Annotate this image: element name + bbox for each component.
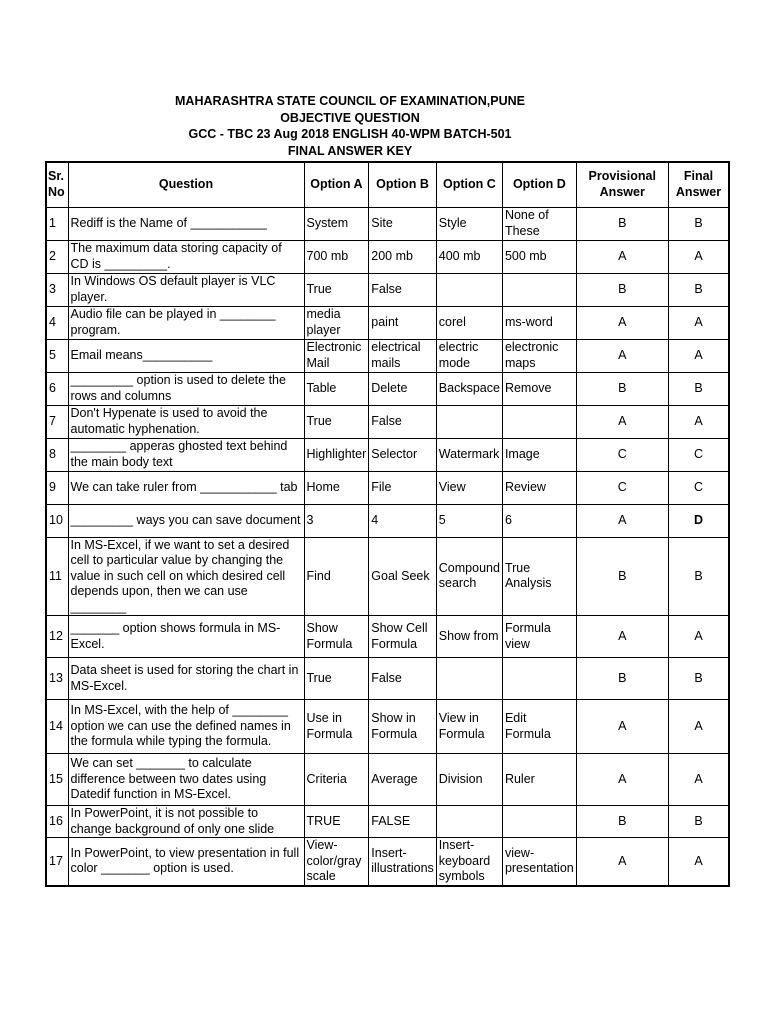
row-sr-no: 3 bbox=[46, 273, 68, 306]
row-sr-no: 1 bbox=[46, 207, 68, 240]
row-question: In MS-Excel, with the help of ________ option we can use the defined names in the formula while typing the formula. bbox=[68, 700, 304, 754]
row-option-b: Show in Formula bbox=[369, 700, 437, 754]
header-exam: GCC - TBC 23 Aug 2018 ENGLISH 40-WPM BATCH-501 bbox=[188, 127, 512, 141]
row-option-a: 3 bbox=[304, 504, 369, 537]
row-option-b: Insert-illustrations bbox=[369, 838, 437, 886]
row-sr-no: 17 bbox=[46, 838, 68, 886]
row-option-d: Ruler bbox=[502, 754, 576, 806]
row-provisional-answer: B bbox=[576, 537, 668, 616]
row-sr-no: 5 bbox=[46, 339, 68, 372]
row-option-c: Style bbox=[436, 207, 502, 240]
row-final-answer: A bbox=[668, 240, 729, 273]
row-final-answer: B bbox=[668, 372, 729, 405]
row-option-a: True bbox=[304, 273, 369, 306]
row-option-a: Use in Formula bbox=[304, 700, 369, 754]
table-row bbox=[46, 471, 729, 504]
row-provisional-answer: A bbox=[576, 504, 668, 537]
row-option-a: Home bbox=[304, 471, 369, 504]
table-row bbox=[46, 306, 729, 339]
table-row bbox=[46, 616, 729, 658]
row-final-answer: B bbox=[668, 658, 729, 700]
row-option-a: TRUE bbox=[304, 806, 369, 838]
row-option-d: Review bbox=[502, 471, 576, 504]
row-option-c bbox=[436, 806, 502, 838]
row-option-c: Division bbox=[436, 754, 502, 806]
row-option-a: Highlighter bbox=[304, 438, 369, 471]
row-final-answer: A bbox=[668, 838, 729, 886]
col-final-answer: Final Answer bbox=[668, 162, 729, 207]
row-final-answer: A bbox=[668, 754, 729, 806]
row-option-c: View bbox=[436, 471, 502, 504]
row-option-d: Edit Formula bbox=[502, 700, 576, 754]
row-option-d: ms-word bbox=[502, 306, 576, 339]
row-option-d bbox=[502, 273, 576, 306]
row-option-b: Site bbox=[369, 207, 437, 240]
row-option-b: False bbox=[369, 405, 437, 438]
table-row bbox=[46, 658, 729, 700]
row-sr-no: 16 bbox=[46, 806, 68, 838]
table-row bbox=[46, 806, 729, 838]
row-final-answer: C bbox=[668, 438, 729, 471]
row-provisional-answer: A bbox=[576, 240, 668, 273]
row-sr-no: 11 bbox=[46, 537, 68, 616]
row-option-a: True bbox=[304, 405, 369, 438]
row-option-d: Remove bbox=[502, 372, 576, 405]
row-provisional-answer: B bbox=[576, 806, 668, 838]
row-option-b: Show Cell Formula bbox=[369, 616, 437, 658]
table-row bbox=[46, 207, 729, 240]
row-provisional-answer: A bbox=[576, 616, 668, 658]
row-provisional-answer: C bbox=[576, 471, 668, 504]
row-option-b: Selector bbox=[369, 438, 437, 471]
row-option-d: view-presentation bbox=[502, 838, 576, 886]
row-option-a: Show Formula bbox=[304, 616, 369, 658]
row-provisional-answer: A bbox=[576, 306, 668, 339]
row-final-answer: A bbox=[668, 306, 729, 339]
row-option-a: Find bbox=[304, 537, 369, 616]
row-provisional-answer: C bbox=[576, 438, 668, 471]
row-sr-no: 14 bbox=[46, 700, 68, 754]
row-provisional-answer: A bbox=[576, 405, 668, 438]
header-objective: OBJECTIVE QUESTION bbox=[280, 110, 420, 125]
row-option-a: View-color/gray scale bbox=[304, 838, 369, 886]
row-final-answer: B bbox=[668, 806, 729, 838]
row-provisional-answer: B bbox=[576, 207, 668, 240]
row-sr-no: 15 bbox=[46, 754, 68, 806]
table-body bbox=[46, 207, 729, 886]
table-row bbox=[46, 405, 729, 438]
row-question: Data sheet is used for storing the chart in MS-Excel. bbox=[68, 658, 304, 700]
row-option-c: View in Formula bbox=[436, 700, 502, 754]
row-option-a: media player bbox=[304, 306, 369, 339]
row-option-a: System bbox=[304, 207, 369, 240]
col-sr-no: Sr. No bbox=[46, 162, 68, 207]
row-option-c bbox=[436, 405, 502, 438]
row-question: _______ option shows formula in MS-Excel. bbox=[68, 616, 304, 658]
row-option-b: FALSE bbox=[369, 806, 437, 838]
table-row bbox=[46, 273, 729, 306]
row-final-answer: A bbox=[668, 616, 729, 658]
table-row bbox=[46, 372, 729, 405]
row-option-c: Show from bbox=[436, 616, 502, 658]
row-provisional-answer: A bbox=[576, 754, 668, 806]
row-final-answer: B bbox=[668, 537, 729, 616]
row-option-d bbox=[502, 658, 576, 700]
row-option-d: Image bbox=[502, 438, 576, 471]
row-option-c: Backspace bbox=[436, 372, 502, 405]
row-option-c bbox=[436, 273, 502, 306]
row-option-b: Delete bbox=[369, 372, 437, 405]
col-question: Question bbox=[68, 162, 304, 207]
row-question: ________ apperas ghosted text behind the main body text bbox=[68, 438, 304, 471]
row-option-a: True bbox=[304, 658, 369, 700]
row-provisional-answer: B bbox=[576, 658, 668, 700]
col-option-c: Option C bbox=[436, 162, 502, 207]
table-row bbox=[46, 504, 729, 537]
row-provisional-answer: A bbox=[576, 339, 668, 372]
col-option-b: Option B bbox=[369, 162, 437, 207]
row-option-a: Electronic Mail bbox=[304, 339, 369, 372]
row-option-b: electrical mails bbox=[369, 339, 437, 372]
header-answer-key: FINAL ANSWER KEY bbox=[287, 143, 413, 158]
row-option-d: None of These bbox=[502, 207, 576, 240]
row-option-d: 6 bbox=[502, 504, 576, 537]
row-final-answer: C bbox=[668, 471, 729, 504]
row-option-b: Average bbox=[369, 754, 437, 806]
col-option-a: Option A bbox=[304, 162, 369, 207]
row-option-d: True Analysis bbox=[502, 537, 576, 616]
row-final-answer: A bbox=[668, 405, 729, 438]
row-option-c: corel bbox=[436, 306, 502, 339]
row-option-c: Compound search bbox=[436, 537, 502, 616]
row-option-a: 700 mb bbox=[304, 240, 369, 273]
row-question: In PowerPoint, to view presentation in full color _______ option is used. bbox=[68, 838, 304, 886]
row-option-d bbox=[502, 806, 576, 838]
row-question: The maximum data storing capacity of CD is _________. bbox=[68, 240, 304, 273]
row-question: In PowerPoint, it is not possible to change background of only one slide bbox=[68, 806, 304, 838]
row-sr-no: 7 bbox=[46, 405, 68, 438]
row-final-answer: B bbox=[668, 207, 729, 240]
table-row bbox=[46, 339, 729, 372]
table-row bbox=[46, 700, 729, 754]
table-row bbox=[46, 838, 729, 886]
row-option-a: Criteria bbox=[304, 754, 369, 806]
row-option-b: 4 bbox=[369, 504, 437, 537]
row-option-c: Watermark bbox=[436, 438, 502, 471]
col-provisional-answer: Provisional Answer bbox=[576, 162, 668, 207]
row-sr-no: 9 bbox=[46, 471, 68, 504]
row-option-b: Goal Seek bbox=[369, 537, 437, 616]
row-final-answer: D bbox=[668, 504, 729, 537]
row-option-d: electronic maps bbox=[502, 339, 576, 372]
row-sr-no: 12 bbox=[46, 616, 68, 658]
table-row bbox=[46, 537, 729, 616]
row-option-a: Table bbox=[304, 372, 369, 405]
row-question: _________ option is used to delete the rows and columns bbox=[68, 372, 304, 405]
row-sr-no: 6 bbox=[46, 372, 68, 405]
table-row bbox=[46, 240, 729, 273]
row-sr-no: 4 bbox=[46, 306, 68, 339]
row-option-c bbox=[436, 658, 502, 700]
row-option-d: Formula view bbox=[502, 616, 576, 658]
row-question: _________ ways you can save document bbox=[68, 504, 304, 537]
row-final-answer: A bbox=[668, 700, 729, 754]
row-provisional-answer: A bbox=[576, 700, 668, 754]
row-final-answer: B bbox=[668, 273, 729, 306]
row-provisional-answer: B bbox=[576, 273, 668, 306]
row-question: Rediff is the Name of ___________ bbox=[68, 207, 304, 240]
row-sr-no: 8 bbox=[46, 438, 68, 471]
row-question: We can take ruler from ___________ tab bbox=[68, 471, 304, 504]
row-option-b: False bbox=[369, 658, 437, 700]
row-option-c: 400 mb bbox=[436, 240, 502, 273]
answer-key-table bbox=[45, 161, 730, 887]
document-header bbox=[0, 93, 700, 159]
row-provisional-answer: A bbox=[576, 838, 668, 886]
row-provisional-answer: B bbox=[576, 372, 668, 405]
row-sr-no: 2 bbox=[46, 240, 68, 273]
row-option-b: False bbox=[369, 273, 437, 306]
row-option-c: 5 bbox=[436, 504, 502, 537]
row-option-b: 200 mb bbox=[369, 240, 437, 273]
row-question: Audio file can be played in ________ program. bbox=[68, 306, 304, 339]
header-council: MAHARASHTRA STATE COUNCIL OF EXAMINATION,PUNE bbox=[175, 94, 525, 108]
row-option-b: File bbox=[369, 471, 437, 504]
table-row bbox=[46, 754, 729, 806]
row-option-c: electric mode bbox=[436, 339, 502, 372]
table-row bbox=[46, 438, 729, 471]
row-final-answer: A bbox=[668, 339, 729, 372]
row-question: In Windows OS default player is VLC player. bbox=[68, 273, 304, 306]
row-question: Email means__________ bbox=[68, 339, 304, 372]
col-option-d: Option D bbox=[502, 162, 576, 207]
row-sr-no: 10 bbox=[46, 504, 68, 537]
row-question: Don't Hypenate is used to avoid the automatic hyphenation. bbox=[68, 405, 304, 438]
table-header-row bbox=[46, 162, 729, 207]
row-question: We can set _______ to calculate difference between two dates using Datedif function in MS-Excel. bbox=[68, 754, 304, 806]
row-sr-no: 13 bbox=[46, 658, 68, 700]
row-option-b: paint bbox=[369, 306, 437, 339]
row-option-d: 500 mb bbox=[502, 240, 576, 273]
row-option-c: Insert-keyboard symbols bbox=[436, 838, 502, 886]
row-option-d bbox=[502, 405, 576, 438]
row-question: In MS-Excel, if we want to set a desired cell to particular value by changing the value in such cell on which desired cell depends upon, then we can use ________ bbox=[68, 537, 304, 616]
